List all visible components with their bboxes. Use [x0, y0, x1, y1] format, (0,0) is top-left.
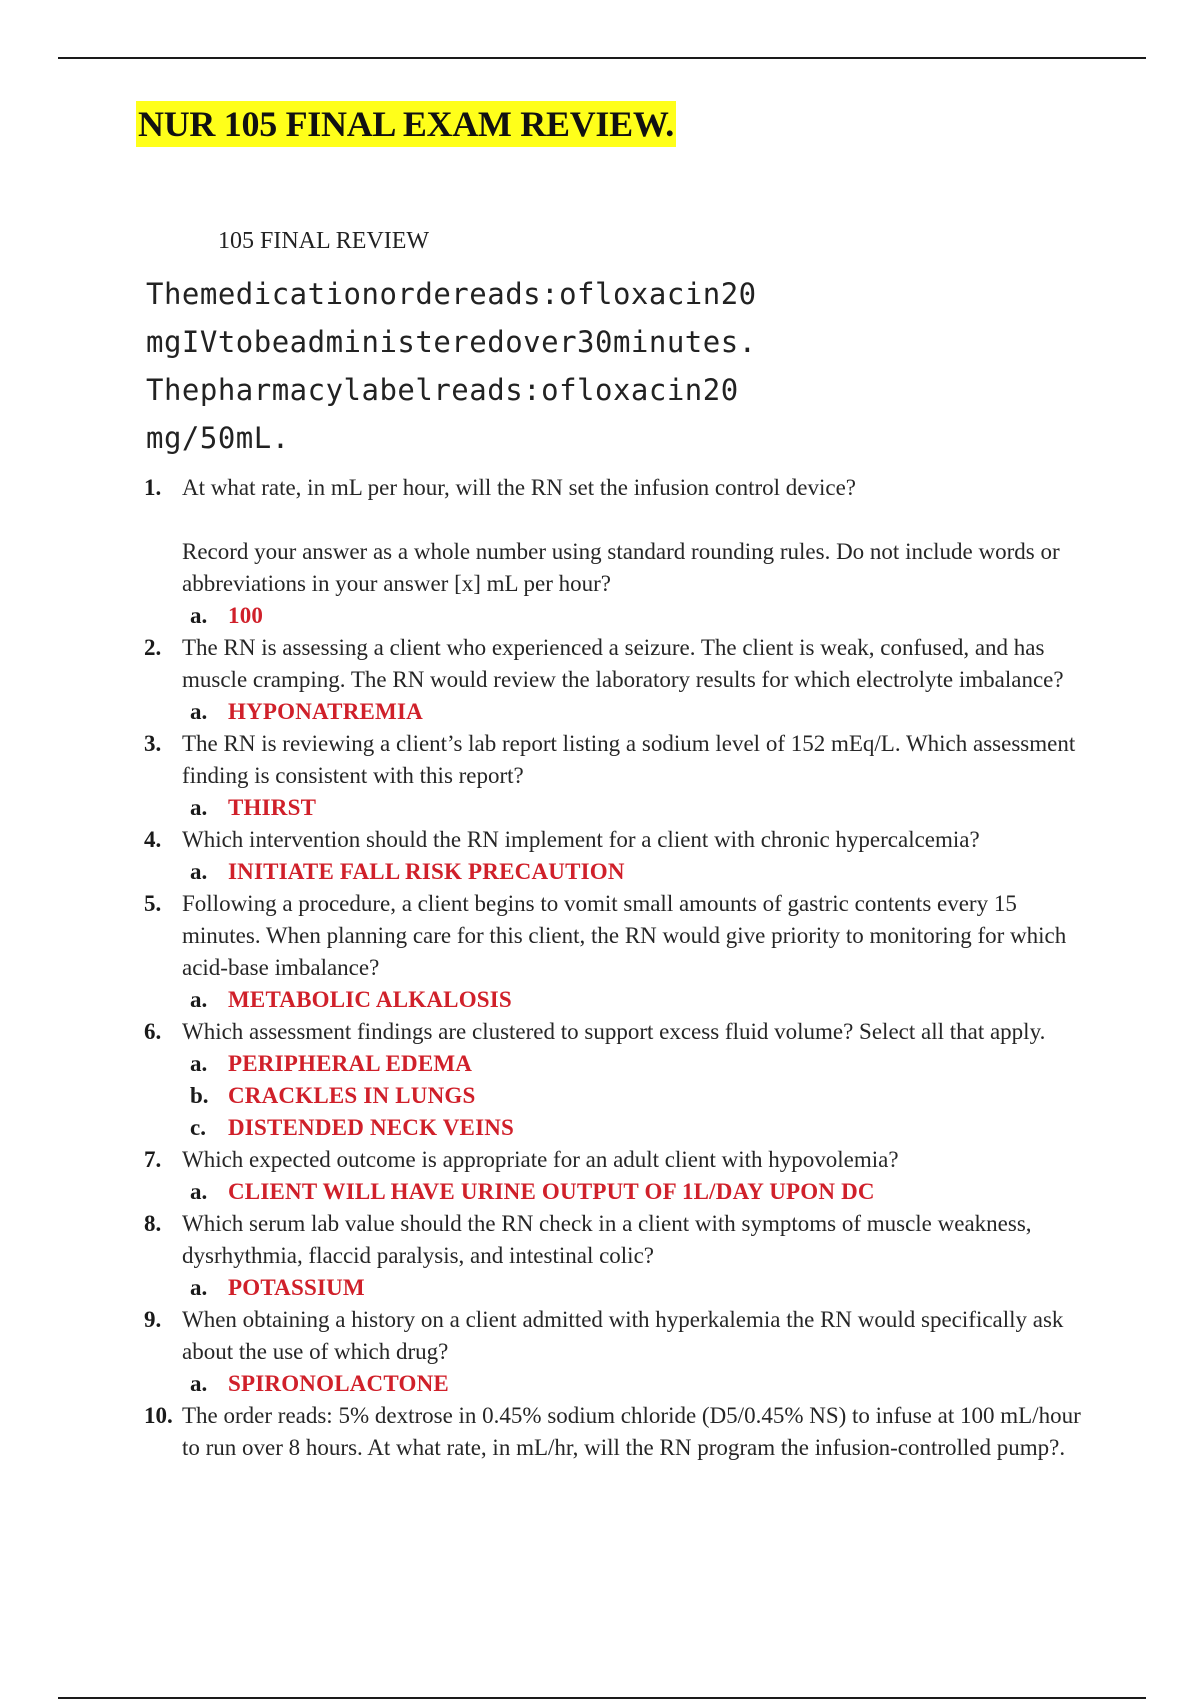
- question-item: [144, 472, 1084, 632]
- answer-list: [182, 856, 1084, 888]
- question-item: [144, 1304, 1084, 1400]
- question-list: [144, 472, 1084, 1464]
- answer-letter: a.: [190, 1179, 208, 1204]
- answer-text: THIRST: [228, 795, 317, 820]
- answer-letter: c.: [190, 1115, 206, 1140]
- answer-text: CLIENT WILL HAVE URINE OUTPUT OF 1L/DAY UPON DC: [228, 1179, 875, 1204]
- answer-item: [182, 1176, 1084, 1208]
- scenario-line: Thepharmacylabelreads:ofloxacin20: [146, 373, 739, 407]
- answer-text: PERIPHERAL EDEMA: [228, 1051, 473, 1076]
- answer-text: SPIRONOLACTONE: [228, 1371, 449, 1396]
- answer-text: 100: [228, 603, 264, 628]
- question-item: [144, 1208, 1084, 1304]
- scenario-line: mgIVtobeadministeredover30minutes.: [146, 325, 757, 359]
- question-number: 6.: [144, 1019, 162, 1044]
- answer-item: [182, 696, 1084, 728]
- answer-letter: a.: [190, 603, 208, 628]
- top-rule: [58, 57, 1146, 59]
- answer-letter: a.: [190, 859, 208, 884]
- answer-list: [182, 1048, 1084, 1144]
- answer-letter: a.: [190, 1051, 208, 1076]
- answer-item: [182, 856, 1084, 888]
- question-text: Which assessment findings are clustered to support excess fluid volume? Select all that apply.: [182, 1019, 1046, 1044]
- question-item: [144, 824, 1084, 888]
- answer-item: [182, 600, 1084, 632]
- question-text: At what rate, in mL per hour, will the RN set the infusion control device?: [182, 475, 856, 500]
- question-text: The RN is assessing a client who experienced a seizure. The client is weak, confused, and has muscle cramping. The RN would review the laboratory results for which electrolyte imbalance?: [182, 635, 1064, 692]
- answer-list: [182, 1176, 1084, 1208]
- answer-item: [182, 792, 1084, 824]
- answer-letter: a.: [190, 987, 208, 1012]
- question-number: 9.: [144, 1307, 162, 1332]
- answer-item: [182, 1272, 1084, 1304]
- question-number: 1.: [144, 475, 162, 500]
- question-item: [144, 1144, 1084, 1208]
- answer-list: [182, 984, 1084, 1016]
- document-subtitle: 105 FINAL REVIEW: [218, 228, 430, 254]
- question-number: 3.: [144, 731, 162, 756]
- answer-letter: a.: [190, 699, 208, 724]
- question-text: Which serum lab value should the RN check in a client with symptoms of muscle weakness, dysrhythmia, flaccid paralysis, and intestinal colic?: [182, 1211, 1032, 1268]
- question-item: [144, 1400, 1084, 1464]
- scenario-block: [146, 270, 1146, 462]
- question-text: Which expected outcome is appropriate for an adult client with hypovolemia?: [182, 1147, 899, 1172]
- answer-letter: a.: [190, 1371, 208, 1396]
- question-item: [144, 1016, 1084, 1144]
- scenario-line: Themedicationordereads:ofloxacin20: [146, 277, 757, 311]
- question-text: Which intervention should the RN implement for a client with chronic hypercalcemia?: [182, 827, 980, 852]
- answer-list: [182, 1272, 1084, 1304]
- question-text: The order reads: 5% dextrose in 0.45% sodium chloride (D5/0.45% NS) to infuse at 100 mL/hour to run over 8 hours. At what rate, in mL/hr, will the RN program the infusion-controlled pump?.: [182, 1403, 1081, 1460]
- answer-item: [182, 1048, 1084, 1080]
- document-title: NUR 105 FINAL EXAM REVIEW.: [136, 101, 676, 147]
- answer-letter: b.: [190, 1083, 209, 1108]
- answer-text: CRACKLES IN LUNGS: [228, 1083, 476, 1108]
- question-text: When obtaining a history on a client admitted with hyperkalemia the RN would specifically ask about the use of which drug?: [182, 1307, 1064, 1364]
- question-number: 4.: [144, 827, 162, 852]
- answer-text: INITIATE FALL RISK PRECAUTION: [228, 859, 625, 884]
- question-item: [144, 728, 1084, 824]
- question-text: The RN is reviewing a client’s lab report listing a sodium level of 152 mEq/L. Which assessment finding is consistent with this report?: [182, 731, 1076, 788]
- answer-item: [182, 1112, 1084, 1144]
- answer-item: [182, 1368, 1084, 1400]
- title-container: [136, 101, 676, 147]
- answer-text: HYPONATREMIA: [228, 699, 423, 724]
- answer-letter: a.: [190, 795, 208, 820]
- question-item: [144, 632, 1084, 728]
- answer-item: [182, 1080, 1084, 1112]
- question-number: 8.: [144, 1211, 162, 1236]
- question-number: 10.: [144, 1403, 173, 1428]
- question-instructions: Record your answer as a whole number using standard rounding rules. Do not include words or abbreviations in your answer [x] mL per hour?: [182, 539, 1060, 596]
- answer-text: METABOLIC ALKALOSIS: [228, 987, 512, 1012]
- answer-text: POTASSIUM: [228, 1275, 365, 1300]
- question-number: 2.: [144, 635, 162, 660]
- answer-item: [182, 984, 1084, 1016]
- scenario-line: mg/50mL.: [146, 421, 290, 455]
- question-number: 5.: [144, 891, 162, 916]
- answer-text: DISTENDED NECK VEINS: [228, 1115, 515, 1140]
- bottom-rule: [58, 1697, 1146, 1699]
- question-number: 7.: [144, 1147, 162, 1172]
- answer-list: [182, 792, 1084, 824]
- question-text: Following a procedure, a client begins to vomit small amounts of gastric contents every 15 minutes. When planning care for this client, the RN would give priority to monitoring for which acid-base imbalance?: [182, 891, 1067, 980]
- question-item: [144, 888, 1084, 1016]
- answer-list: [182, 1368, 1084, 1400]
- answer-list: [182, 600, 1084, 632]
- answer-list: [182, 696, 1084, 728]
- answer-letter: a.: [190, 1275, 208, 1300]
